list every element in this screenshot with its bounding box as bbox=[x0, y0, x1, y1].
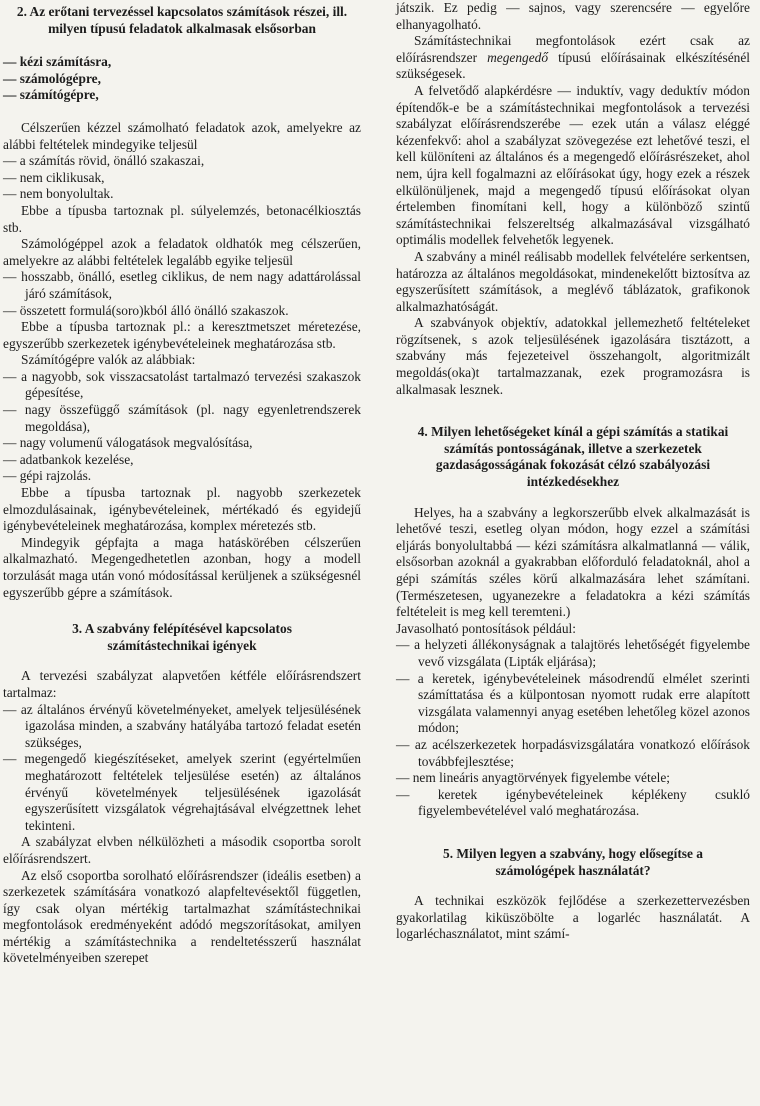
emphasis: általános érvényű bbox=[37, 701, 133, 717]
text: kiegészítéseket, amelyek szerint (egyértelműen meghatározott feltételek teljesülése esetén) az általános érvényű követelmények teljesülésének igazolását egyszerűsített vizsgálatok végrehajtásával elvégzettnek lehet tekinteni. bbox=[25, 751, 361, 833]
paragraph: A technikai eszközök fejlődése a szerkezettervezésben gyakorlatilag kiküszöbölte a logarléc használatát. A logarléchasználatot, mint számí- bbox=[396, 893, 750, 942]
paragraph: játszik. Ez pedig — sajnos, vagy szerencsére — egyelőre elhanyagolható. bbox=[396, 0, 750, 32]
s2-list-item-1: — kézi számításra, bbox=[3, 54, 112, 70]
list-item: — keretek igénybevételeinek képlékeny csukló figyelembevételével való meghatározása. bbox=[396, 786, 750, 819]
paragraph: A szabványok objektív, adatokkal jellemezhető feltételeket rögzítsenek, s azok teljesülésének igazolására tisztázott, a szabvány más fejezeteivel összehangolt, algoritmizált megoldás(oka)t tartalmazzanak, ezek programozásra is alkalmasak lesznek. bbox=[396, 315, 750, 397]
text: — bbox=[3, 751, 25, 767]
s2-list-item-2: — számológépre, bbox=[3, 70, 101, 86]
list-item: — hosszabb, önálló, esetleg ciklikus, de nem nagy adattárolással járó számítások, bbox=[3, 269, 361, 301]
list-item: — nem lineáris anyagtörvények figyelembe vétele; bbox=[396, 770, 671, 786]
paragraph: Helyes, ha a szabvány a legkorszerűbb elvek alkalmazását is lehetővé teszi, esetleg olyan módon, hogy ezzel a számítási eljárás bonyolultabbá — kézi számításra alkalmatlanná — válik, elsősorban azoknál a gyakrabban előforduló feladatoknál, ahol a gépi számítás széles körű alkalmazására lehet számítani. (Természetesen, ugyanezekre a feladatokra a kézi számítás feltételeit is meg kell teremteni.) bbox=[396, 504, 750, 620]
text: követelményeket, amelyek teljesülésének igazolása minden, a szabvány hatályába tartozó feladat esetén szükséges, bbox=[25, 701, 361, 750]
section-3-heading: 3. A szabvány felépítésével kapcsolatos számítástechnikai igények bbox=[72, 621, 292, 653]
list-item: — gépi rajzolás. bbox=[3, 468, 92, 484]
list-item bbox=[3, 751, 361, 834]
paragraph: A szabályzat elvben nélkülözheti a második csoportba sorolt előírásrendszert. bbox=[3, 834, 361, 866]
text: típusú előírásainak elkészítésénél szükségesek. bbox=[396, 49, 750, 82]
text: — az bbox=[3, 701, 38, 717]
paragraph: Ebbe a típusba tartoznak pl. súlyelemzés, betonacélkiosztás stb. bbox=[3, 202, 361, 235]
s2-list-item-3: — számítógépre, bbox=[3, 87, 99, 103]
paragraph: Ebbe a típusba tartoznak pl. nagyobb szerkezetek elmozdulásainak, igénybevételeinek, mértékadó és egyidejű igénybevételeinek meghatározása, komplex méretezés stb. bbox=[3, 485, 361, 534]
paragraph: Ebbe a típusba tartoznak pl.: a keresztmetszet méretezése, egyszerűbb szerkezetek igénybevételeinek meghatározása stb. bbox=[3, 319, 361, 351]
list-item: — nem bonyolultak. bbox=[3, 186, 114, 202]
list-item: — az acélszerkezetek horpadásvizsgálatára vonatkozó előírások továbbfejlesztése; bbox=[396, 736, 750, 769]
list-item bbox=[3, 702, 361, 752]
paragraph: Mindegyik gépfajta a maga hatáskörében célszerűen alkalmazható. Megengedhetetlen azonban, hogy a modell torzulását maga után vonó módosítással kerüljenek a szükségesnél egyszerűbb gépre a számítások. bbox=[3, 534, 361, 600]
list-item: — nagy összefüggő számítások (pl. nagy egyenletrendszerek megoldása), bbox=[3, 402, 361, 434]
paragraph: Számológéppel azok a feladatok oldhatók meg célszerűen, amelyekre az alábbi feltételek legalább egyike teljesül bbox=[3, 236, 361, 268]
emphasis: megengedő bbox=[487, 49, 549, 65]
list-item: — a helyzeti állékonyságnak a talajtörés lehetőségét figyelembe vevő vizsgálata (Lipták eljárása); bbox=[396, 637, 750, 669]
right-column bbox=[396, 0, 750, 943]
list-item: — a keretek, igénybevételeinek másodrendű elmélet szerinti számíttatása és a külpontosan nyomott rudak erre alapított vizsgálata valamennyi anyag esetében lehetőleg közel azonos módon; bbox=[396, 670, 750, 736]
paragraph: A tervezési szabályzat alapvetően kétféle előírásrendszert tartalmaz: bbox=[3, 668, 361, 700]
paragraph: A szabvány a minél reálisabb modellek felvételére serkentsen, határozza az általános megoldásokat, mindenekelőtt biztosítva az egyszerűsített számítások, a meglévő táblázatok, grafikonok alkalmazhatóságát. bbox=[396, 248, 750, 314]
section-4-heading: 4. Milyen lehetőségeket kínál a gépi számítás a statikai számítás pontosságának, illetve a szerkezetek gazdaságosságának fokozását célzó szabályozási intézkedésekhez bbox=[417, 424, 729, 490]
paragraph bbox=[396, 33, 750, 83]
paragraph: Számítógépre valók az alábbiak: bbox=[21, 352, 196, 368]
list-item: — adatbankok kezelése, bbox=[3, 451, 134, 467]
paragraph: Javasolható pontosítások például: bbox=[396, 620, 577, 636]
paragraph: Az első csoportba sorolható előírásrendszer (ideális esetben) a szerkezetek számítására vonatkozó alapfeltevésektől független, így csak olyan mértékig tartalmazhat számítástechnikai megfontolások eredményeként adódó megszorításokat, amilyen mértékig a számítástechnika a rendeltetésszerű használat követelményeiben szerepet bbox=[3, 867, 361, 966]
text: Számítástechnikai megfontolások ezért csak az előírásrendszer bbox=[396, 33, 750, 65]
section-5-heading: 5. Milyen legyen a szabvány, hogy elősegítse a számológépek használatát? bbox=[443, 845, 703, 878]
paragraph: Célszerűen kézzel számolható feladatok azok, amelyekre az alábbi feltételek mindegyike teljesül bbox=[3, 119, 361, 152]
emphasis: megengedő bbox=[24, 751, 87, 767]
list-item: — nagy volumenű válogatások megvalósítása, bbox=[3, 435, 253, 451]
paragraph: A felvetődő alapkérdésre — induktív, vagy deduktív módon építendők-e be a számítástechnikai megfontolások a tervezési szabályzat előírásrendszerébe — ezek után a válasz eléggé kézenfekvő: ahol a szabályzat szövegezése ezt lehetővé teszi, el kell különíteni az általános és a megengedő előírásrészeket, ahol nem, újra kell fogalmazni az előírásokat úgy, hogy ezek a részek elkülönüljenek, majd a megengedő típusú előírásokat olyan értelemben finomítani kell, hogy a különböző szintű számítástechnikai felszereltség alkalmazásával vizsgálható optimális modellek felvehetők legyenek. bbox=[396, 82, 750, 248]
left-column bbox=[3, 0, 361, 967]
list-item: — nem ciklikusak, bbox=[3, 169, 105, 185]
list-item: — összetett formulá(soro)kból álló önálló szakaszok. bbox=[3, 302, 289, 318]
list-item: — a nagyobb, sok visszacsatolást tartalmazó tervezési szakaszok gépesítése, bbox=[3, 368, 361, 401]
section-2-heading: 2. Az erőtani tervezéssel kapcsolatos számítások részei, ill. milyen típusú feladatok alkalmasak elsősorban bbox=[16, 4, 348, 36]
list-item: — a számítás rövid, önálló szakaszai, bbox=[3, 153, 205, 169]
